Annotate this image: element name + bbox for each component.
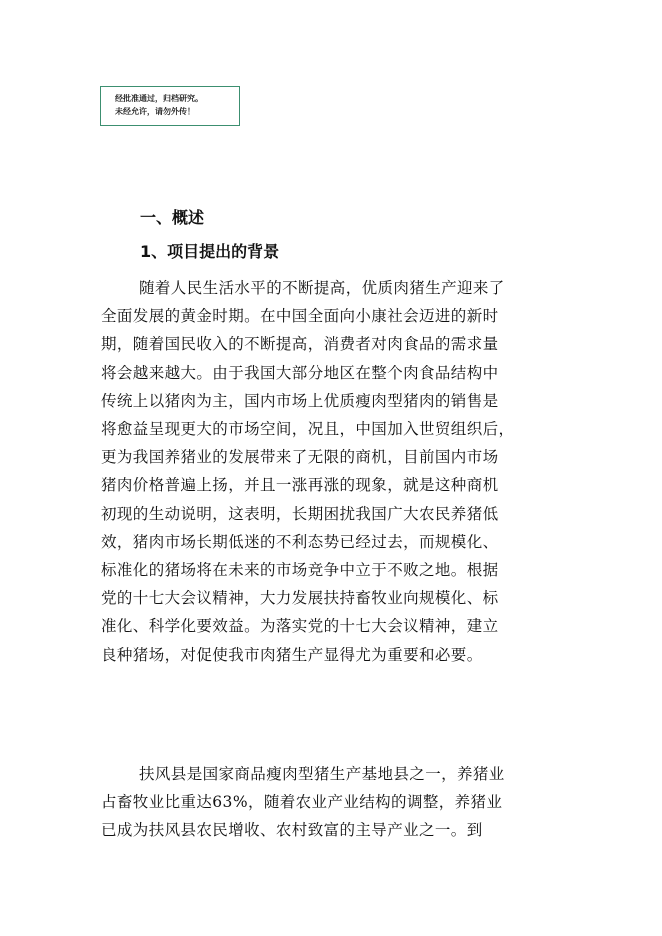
paragraph-line: 效，猪肉市场长期低迷的不利态势已经过去，而规模化、	[101, 532, 499, 551]
subsection-heading: 1、项目提出的背景	[140, 242, 280, 261]
paragraph-fufeng-county	[101, 760, 551, 845]
paragraph-line: 标准化的猪场将在未来的市场竞争中立于不败之地。根据	[101, 561, 499, 580]
paragraph-line: 党的十七大会议精神，大力发展扶持畜牧业向规模化、标	[101, 589, 499, 608]
paragraph-line: 将愈益呈现更大的市场空间，况且，中国加入世贸组织后，	[101, 420, 515, 439]
paragraph-line: 初现的生动说明，这表明，长期困扰我国广大农民养猪低	[101, 504, 499, 523]
paragraph-line: 更为我国养猪业的发展带来了无限的商机，目前国内市场	[101, 448, 499, 467]
paragraph-line: 准化、科学化要效益。为落实党的十七大会议精神，建立	[101, 617, 499, 636]
paragraph-line: 占畜牧业比重达63%，随着农业产业结构的调整，养猪业	[101, 793, 503, 812]
paragraph-line: 传统上以猪肉为主，国内市场上优质瘦肉型猪肉的销售是	[101, 391, 499, 410]
section-heading: 一、概述	[140, 208, 205, 227]
paragraph-line: 猪肉价格普遍上扬，并且一涨再涨的现象，就是这种商机	[101, 476, 499, 495]
notice-line-2: 未经允许，请勿外传！	[115, 107, 195, 116]
paragraph-line: 良种猪场，对促使我市肉猪生产显得尤为重要和必要。	[101, 645, 483, 664]
paragraph-line: 扶风县是国家商品瘦肉型猪生产基地县之一，养猪业	[139, 765, 505, 783]
paragraph-line: 将会越来越大。由于我国大部分地区在整个肉食品结构中	[101, 363, 499, 382]
paragraph-line: 期，随着国民收入的不断提高，消费者对肉食品的需求量	[101, 335, 499, 354]
paragraph-line: 全面发展的黄金时期。在中国全面向小康社会迈进的新时	[101, 307, 499, 326]
paragraph-line: 已成为扶风县农民增收、农村致富的主导产业之一。到	[101, 821, 483, 840]
paragraph-line: 随着人民生活水平的不断提高，优质肉猪生产迎来了	[139, 279, 505, 297]
notice-stamp-box	[100, 86, 240, 126]
notice-line-1: 经批准通过，归档研究。	[115, 94, 203, 103]
paragraph-background	[101, 274, 551, 669]
